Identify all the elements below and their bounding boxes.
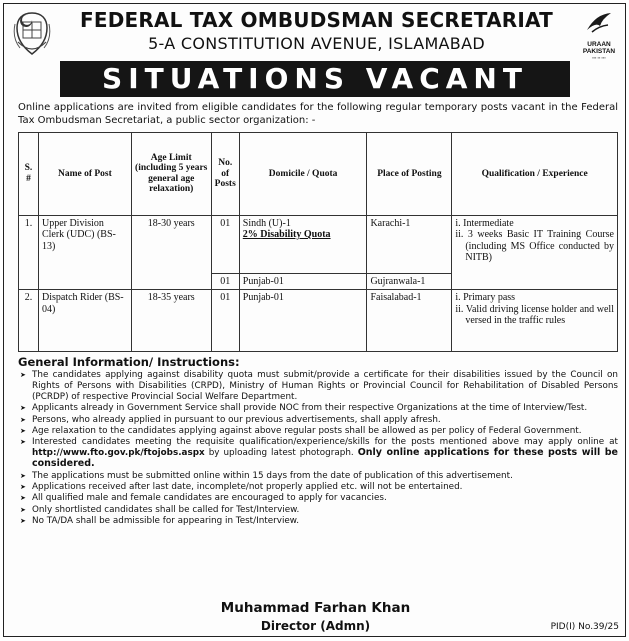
row2-qualification — [452, 290, 618, 352]
row2-age: 18-35 years — [131, 290, 211, 352]
row2-posts: 01 — [211, 290, 239, 352]
organization-address: 5-A CONSTITUTION AVENUE, ISLAMABAD — [148, 34, 485, 53]
row2-sno: 2. — [19, 290, 39, 352]
uraan-pakistan-logo — [576, 10, 622, 62]
arrow-bullet-icon: ➤ — [20, 415, 26, 424]
arrow-bullet-icon: ➤ — [20, 371, 26, 379]
list-item: ➤ Only shortlisted candidates shall be called for Test/Interview. — [20, 504, 300, 515]
signatory-name: Muhammad Farhan Khan — [220, 600, 411, 616]
list-item: ➤ The applications must be submitted online within 15 days from the date of publication of this advertisement. — [20, 470, 513, 481]
row2-place: Faisalabad-1 — [367, 290, 452, 352]
arrow-bullet-icon: ➤ — [20, 404, 26, 413]
list-item: ➤ Applicants already in Government Service shall provide NOC from their respective Organizations at the time of Interview/Test. — [20, 403, 588, 414]
header-name-of-post: Name of Post — [38, 133, 131, 216]
list-item: ➤ No TA/DA shall be admissible for appearing in Test/Interview. — [20, 516, 299, 527]
header-qualification: Qualification / Experience — [452, 133, 618, 216]
row1-disability-quota: 2% Disability Quota — [242, 229, 331, 240]
row1b-posts: 01 — [211, 273, 239, 290]
list-item: ➤ Age relaxation to the candidates applying against above regular posts shall be allowed as per policy of Federal Government. — [20, 426, 582, 437]
advertisement — [3, 3, 626, 637]
organization-title: FEDERAL TAX OMBUDSMAN SECRETARIAT — [80, 8, 553, 32]
arrow-bullet-icon: ➤ — [20, 517, 26, 526]
government-emblem-icon — [12, 10, 52, 58]
pid-number: PID(I) No.39/25 — [550, 622, 619, 632]
situations-vacant-banner: SITUATIONS VACANT — [60, 61, 570, 97]
arrow-bullet-icon: ➤ — [20, 494, 26, 503]
logo-urdu-script: ▪▪▪ ▪▪ ▪▪▪ — [592, 55, 606, 60]
row1-qual-item: i. Intermediate — [455, 217, 514, 229]
logo-word-pakistan: PAKISTAN — [582, 48, 616, 55]
header-no-of-posts: No. of Posts — [211, 133, 239, 216]
row2-post-name: Dispatch Rider (BS-04) — [38, 290, 131, 352]
table-row — [19, 290, 618, 352]
general-info-list — [20, 370, 618, 528]
general-info-heading: General Information/ Instructions: — [18, 355, 240, 369]
row1-domicile-sindh: Sindh (U)-1 — [242, 217, 291, 229]
table-row — [19, 215, 618, 273]
row1-post-name: Upper Division Clerk (UDC) (BS-13) — [38, 215, 131, 290]
row1-qualification — [452, 215, 618, 290]
header-domicile-quota: Domicile / Quota — [239, 133, 367, 216]
header-age-limit: Age Limit (including 5 years general age relaxation) — [131, 133, 211, 216]
application-url-link[interactable]: http://www.fto.gov.pk/ftojobs.aspx — [32, 448, 205, 459]
online-only-notice: Only online applications for these posts will be considered. — [32, 447, 618, 470]
logo-word-uraan: URAAN — [587, 41, 611, 48]
list-item: ➤ All qualified male and female candidates are encouraged to apply for vacancies. — [20, 493, 387, 504]
row1-posts: 01 — [211, 215, 239, 273]
row1-age: 18-30 years — [131, 215, 211, 290]
arrow-bullet-icon: ➤ — [20, 471, 26, 480]
row1-domicile — [239, 215, 367, 273]
row2-qual-item: i. Primary pass — [455, 292, 516, 303]
header-place-of-posting: Place of Posting — [367, 133, 452, 216]
uraan-bird-icon — [584, 10, 614, 36]
list-item: ➤ The candidates applying against disability quota must submit/provide a certificate for their disabilities issued by the Council on Rights of Persons with Disabilities (CRPD), Ministry of Human Rights or Provincial Council for Rehabilitation of Disabled Persons (PCRDP) of respective Provincial Social Welfare Department. — [20, 370, 618, 402]
list-item: ➤ Applications received after last date, incomplete/not properly applied etc. will not be entertained. — [20, 482, 463, 493]
row2-qual-item: ii. Valid driving license holder and well versed in the traffic rules — [455, 303, 614, 326]
arrow-bullet-icon: ➤ — [20, 505, 26, 514]
list-item: ➤ Persons, who already applied in pursuant to our previous advertisements, shall apply afresh. — [20, 414, 441, 425]
intro-paragraph: Online applications are invited from eligible candidates for the following regular temporary posts vacant in the Federal Tax Ombudsman Secretariat, a public sector organization: - — [18, 102, 618, 126]
table-header-row — [19, 133, 618, 216]
header-sno: S. # — [19, 133, 39, 216]
arrow-bullet-icon: ➤ — [20, 438, 26, 447]
row1-sno: 1. — [19, 215, 39, 290]
arrow-bullet-icon: ➤ — [20, 483, 26, 492]
signatory-title: Director (Admn) — [260, 619, 371, 633]
row1-place: Karachi-1 — [367, 215, 452, 273]
list-item: ➤ Interested candidates meeting the requisite qualification/experience/skills for the posts mentioned above may apply online at http://www.fto.gov.pk/ftojobs.aspx by uploading latest photograph. Only online applications for these posts will be considered. — [20, 437, 618, 470]
arrow-bullet-icon: ➤ — [20, 427, 26, 436]
row1b-place: Gujranwala-1 — [367, 273, 452, 290]
row1b-domicile: Punjab-01 — [239, 273, 367, 290]
row1-qual-item: ii. 3 weeks Basic IT Training Course (including MS Office conducted by NITB) — [455, 229, 614, 263]
row2-domicile: Punjab-01 — [239, 290, 367, 352]
vacancies-table — [18, 132, 618, 352]
